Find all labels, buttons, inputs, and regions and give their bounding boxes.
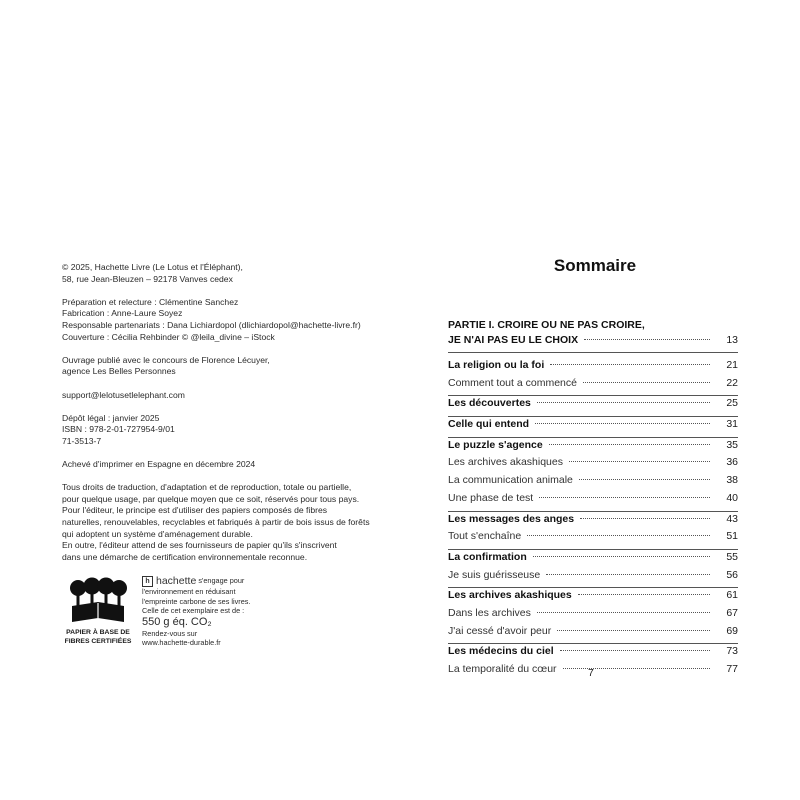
colophon-line: Pour l'éditeur, le principe est d'utiliser des papiers composés de fibres <box>62 505 328 516</box>
legal-block <box>62 413 392 448</box>
toc-entry-page: 67 <box>726 606 738 619</box>
toc-sections <box>448 359 738 682</box>
leader-dots <box>569 461 710 462</box>
toc-entry-page: 40 <box>726 491 738 504</box>
colophon-line: qui adoptent un système d'aménagement durable. <box>62 528 253 539</box>
colophon-line: agence Les Belles Personnes <box>62 366 176 377</box>
toc-entry-label: Les messages des anges <box>448 512 575 525</box>
leader-dots <box>549 444 710 445</box>
sommaire-title: Sommaire <box>553 256 637 275</box>
toc-entry-label: Celle qui entend <box>448 418 530 431</box>
toc-entry-page: 21 <box>726 359 738 371</box>
toc-chapter-entry[interactable] <box>448 551 738 569</box>
hachette-logo <box>142 576 196 587</box>
colophon-line: En outre, l'éditeur attend de ses fournisseurs de papier qu'ils s'inscrivent <box>62 540 337 551</box>
leader-dots <box>584 339 710 340</box>
toc-entry-page: 43 <box>726 512 738 525</box>
leader-dots <box>580 518 710 519</box>
toc-entry-label: La confirmation <box>448 550 527 563</box>
copyright-block <box>62 262 392 285</box>
leader-dots <box>537 612 710 613</box>
leader-dots <box>563 668 710 669</box>
carbon-weight: 550 g éq. CO₂ <box>142 615 212 628</box>
toc-chapter-entry[interactable] <box>448 418 738 436</box>
toc-entry-label: Les médecins du ciel <box>448 645 554 658</box>
rights-block <box>62 482 392 563</box>
leader-dots <box>557 630 710 631</box>
hachette-wordmark: hachette <box>156 574 197 587</box>
leader-dots <box>535 423 710 424</box>
colophon-line: Fabrication : Anne-Laure Soyez <box>62 308 183 319</box>
toc-section <box>448 551 738 588</box>
colophon-line: dans une démarche de certification environnementale reconnue. <box>62 551 308 562</box>
leader-dots <box>527 535 710 536</box>
leader-dots <box>539 497 710 498</box>
colophon-line: naturelles, renouvelables, recyclables et fabriqués à partir de bois issus de forêts <box>62 517 370 528</box>
toc-section <box>448 513 738 550</box>
leader-dots <box>578 594 710 595</box>
toc-section <box>448 397 738 417</box>
colophon-line: Ouvrage publié avec le concours de Florence Lécuyer, <box>62 354 270 365</box>
page-number: 7 <box>588 667 594 679</box>
toc-entry-page: 31 <box>726 418 738 431</box>
toc-entry-page: 25 <box>726 397 738 410</box>
toc-chapter-entry[interactable] <box>448 359 738 377</box>
colophon-line: 58, rue Jean-Bleuzen – 92178 Vanves cedex <box>62 273 233 284</box>
toc-subentry[interactable] <box>448 530 738 548</box>
toc-entry-page: 35 <box>726 438 738 451</box>
toc-entry-page: 38 <box>726 474 738 487</box>
colophon-line: Dépôt légal : janvier 2025 <box>62 412 160 423</box>
toc-section <box>448 418 738 438</box>
toc-entry-label: Les archives akashiques <box>448 589 572 602</box>
toc-entry-label: Je suis guérisseuse <box>448 568 541 581</box>
eco-line: l'empreinte carbone de ses livres. <box>142 596 251 606</box>
certified-paper-label <box>62 628 134 646</box>
support-email: support@lelotusetlelephant.com <box>62 389 185 400</box>
eco-line: Rendez-vous sur <box>142 628 198 638</box>
toc-entry-page: 61 <box>726 589 738 602</box>
part-title-line: JE N'AI PAS EU LE CHOIX <box>448 334 579 346</box>
toc-entry-label: Les archives akashiques <box>448 456 563 469</box>
leader-dots <box>583 382 710 383</box>
toc-entry-label: Comment tout a commencé <box>448 376 577 389</box>
toc-chapter-entry[interactable] <box>448 645 738 663</box>
toc-entry-page: 36 <box>726 456 738 469</box>
toc-entry-page: 69 <box>726 624 738 637</box>
toc-entry-label: Les découvertes <box>448 397 531 410</box>
part-title-line: PARTIE I. CROIRE OU NE PAS CROIRE, <box>448 319 645 331</box>
toc-subentry[interactable] <box>448 492 738 510</box>
toc-section <box>448 359 738 396</box>
eco-footer <box>62 576 322 656</box>
colophon-line: Couverture : Cécilia Rehbinder © @leila_divine – iStock <box>62 331 275 342</box>
toc-entry-label: La religion ou la foi <box>448 359 545 371</box>
colophon-line: Achevé d'imprimer en Espagne en décembre 2024 <box>62 459 256 470</box>
toc-chapter-entry[interactable] <box>448 397 738 415</box>
cert-line: FIBRES CERTIFIÉES <box>64 638 132 645</box>
toc-chapter-entry[interactable] <box>448 439 738 457</box>
toc-entry-page: 73 <box>726 645 738 658</box>
eco-line: l'environnement en réduisant <box>142 587 236 596</box>
trees-book-icon <box>62 576 134 628</box>
part-page-number: 13 <box>726 334 738 346</box>
colophon <box>62 262 392 575</box>
leader-dots <box>550 364 710 365</box>
toc-subentry[interactable] <box>448 377 738 395</box>
toc-entry-page: 51 <box>726 530 738 543</box>
toc-chapter-entry[interactable] <box>448 513 738 531</box>
leader-dots <box>537 402 710 403</box>
toc-subentry[interactable] <box>448 625 738 643</box>
toc-entry-page: 22 <box>726 376 738 389</box>
colophon-line: Tous droits de traduction, d'adaptation et de reproduction, totale ou partielle, <box>62 482 352 493</box>
credits-block <box>62 297 392 343</box>
colophon-line: Préparation et relecture : Clémentine Sanchez <box>62 296 239 307</box>
colophon-line: Responsable partenariats : Dana Lichiardopol (dlichiardopol@hachette-livre.fr) <box>62 319 361 330</box>
toc-entry-label: Le puzzle s'agence <box>448 438 543 451</box>
colophon-line: ISBN : 978-2-01-727954-9/01 <box>62 424 175 435</box>
hachette-tag: s'engage pour <box>198 576 245 585</box>
toc-section <box>448 439 738 512</box>
toc-entry-label: La temporalité du cœur <box>448 663 557 675</box>
eco-site: www.hachette-durable.fr <box>142 638 221 648</box>
toc-entry-label: Tout s'enchaîne <box>448 530 522 543</box>
colophon-line: 71-3513-7 <box>62 435 102 446</box>
part-heading <box>448 318 738 353</box>
toc-entry-page: 56 <box>726 568 738 581</box>
toc-section <box>448 589 738 644</box>
toc-chapter-entry[interactable] <box>448 589 738 607</box>
toc-subentry[interactable] <box>448 456 738 474</box>
toc-entry-page: 55 <box>726 550 738 563</box>
colophon-line: © 2025, Hachette Livre (Le Lotus et l'Éléphant), <box>62 262 243 272</box>
toc-entry-label: Une phase de test <box>448 491 534 504</box>
colophon-line: pour quelque usage, par quelque moyen que ce soit, réservés pour tous pays. <box>62 493 360 504</box>
leader-dots <box>579 479 710 480</box>
hachette-h-icon: h <box>142 576 153 587</box>
eco-line: Celle de cet exemplaire est de : <box>142 606 245 616</box>
leader-dots <box>533 556 710 557</box>
toc-subentry[interactable] <box>448 569 738 587</box>
table-of-contents <box>448 318 738 683</box>
toc-entry-label: Dans les archives <box>448 606 531 619</box>
toc-subentry[interactable] <box>448 474 738 492</box>
agency-block <box>62 355 392 378</box>
toc-entry-page: 77 <box>726 663 738 675</box>
leader-dots <box>546 574 710 575</box>
cert-line: PAPIER À BASE DE <box>66 629 130 636</box>
toc-subentry[interactable] <box>448 607 738 625</box>
toc-entry-label: J'ai cessé d'avoir peur <box>448 624 552 637</box>
printing-block <box>62 459 392 471</box>
leader-dots <box>560 650 710 651</box>
toc-entry-label: La communication animale <box>448 474 573 487</box>
support-block <box>62 390 392 402</box>
hachette-carbon-notice <box>142 576 312 648</box>
